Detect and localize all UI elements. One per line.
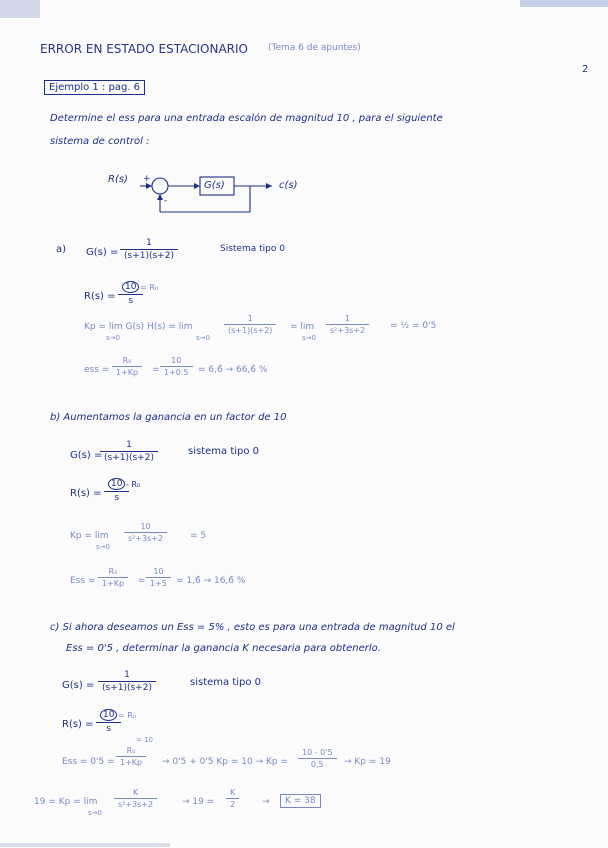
- diagram-input-label: R(s): [108, 174, 128, 185]
- part-b-ess-lhs: Ess =: [70, 576, 96, 586]
- part-c-ess-steps: → 0'5 + 0'5 Kp = 10 → Kp =: [162, 757, 288, 767]
- part-a-system-type: Sistema tipo 0: [220, 244, 285, 254]
- part-a-kp-numerator-2: 1: [345, 314, 351, 323]
- part-b-ess-denominator-2: 1+5: [146, 577, 171, 588]
- diagram-minus-sign: -: [164, 196, 168, 206]
- part-b-g-fraction: [100, 440, 158, 463]
- part-c-ess-superscript: = 10: [136, 736, 153, 744]
- part-a-ess-denominator-1: 1+Kp: [112, 366, 142, 377]
- part-c-system-type: sistema tipo 0: [190, 677, 262, 688]
- part-b-kp-denominator: s²+3s+2: [124, 532, 167, 543]
- part-a-r-note: = R₀: [140, 283, 159, 292]
- part-c-ess-numerator: R₀: [126, 746, 136, 755]
- part-c-final-fraction-1: [114, 788, 157, 809]
- diagram-block-label: G(s): [204, 180, 225, 191]
- part-c-kp-fraction: [298, 748, 337, 769]
- part-c-statement-line2: Ess = 0'5 , determinar la ganancia K necesaria para obtenerlo.: [66, 643, 381, 654]
- part-c-r-numerator: 10: [100, 709, 117, 721]
- part-b-g-lhs: G(s) =: [70, 450, 103, 461]
- part-a-kp-denominator-2: s²+3s+2: [326, 324, 369, 335]
- part-c-final-arrow: →: [262, 797, 270, 807]
- part-b-kp-numerator: 10: [140, 522, 151, 531]
- part-b-ess-fraction-2: [146, 567, 171, 588]
- part-b-ess-denominator-1: 1+Kp: [98, 577, 128, 588]
- part-b-ess-numerator-1: R₀: [108, 567, 118, 576]
- part-a-kp-subscript-3: s→0: [302, 334, 316, 342]
- part-a-kp-subscript-2: s→0: [196, 334, 210, 342]
- part-a-kp-lim-3: = lim: [290, 322, 315, 332]
- part-c-r-denominator: s: [96, 722, 121, 734]
- part-a-kp-numerator-1: 1: [247, 314, 253, 323]
- part-c-statement-line1: c) Si ahora deseamos un Ess = 5% , esto es para una entrada de magnitud 10 el: [50, 622, 455, 633]
- part-b-ess-equals: =: [138, 576, 146, 586]
- part-a-ess-fraction-2: [160, 356, 193, 377]
- part-c-final-fraction-2: [226, 788, 239, 809]
- block-arrowhead: [194, 183, 200, 189]
- part-c-g-lhs: G(s) =: [62, 680, 95, 691]
- part-b-r-lhs: R(s) =: [70, 488, 102, 499]
- part-c-g-numerator: 1: [124, 670, 130, 680]
- part-a-ess-numerator-1: R₀: [122, 356, 132, 365]
- part-a-kp-subscript-1: s→0: [106, 334, 120, 342]
- part-c-final-numerator-1: K: [132, 788, 139, 797]
- part-a-kp-fraction-2: [326, 314, 369, 335]
- part-a-kp-result: = ½ = 0'5: [390, 321, 437, 331]
- problem-statement-line1: Determine el ess para una entrada escalón de magnitud 10 , para el siguiente: [50, 113, 443, 124]
- example-label: Ejemplo 1 : pag. 6: [44, 80, 145, 95]
- part-a-g-lhs: G(s) =: [86, 247, 119, 258]
- part-c-kp-denominator: 0,5: [298, 758, 337, 769]
- part-a-ess-fraction-1: [112, 356, 142, 377]
- part-b-r-denominator: s: [104, 491, 129, 503]
- problem-statement-line2: sistema de control :: [50, 136, 150, 147]
- diagram-plus-sign: +: [143, 174, 151, 184]
- part-c-ess-fraction: [116, 746, 146, 767]
- part-b-g-numerator: 1: [126, 440, 132, 450]
- part-a-r-lhs: R(s) =: [84, 291, 116, 302]
- part-b-system-type: sistema tipo 0: [188, 446, 260, 457]
- part-a-r-numerator: 10: [122, 281, 139, 293]
- part-c-r-note: = R₀: [118, 711, 137, 720]
- output-arrowhead: [266, 183, 272, 189]
- part-c-final-numerator-2: K: [230, 788, 236, 797]
- diagram-output-label: c(s): [279, 180, 298, 191]
- part-c-kp-result: → Kp = 19: [344, 757, 391, 767]
- part-b-r-note: - R₀: [126, 480, 141, 489]
- part-b-kp-lhs: Kp = lim: [70, 531, 109, 541]
- part-c-g-denominator: (s+1)(s+2): [98, 681, 156, 693]
- part-c-final-lhs: 19 = Kp = lim: [34, 797, 98, 807]
- part-c-final-denominator-2: 2: [226, 798, 239, 809]
- part-c-kp-numerator: 10 - 0'5: [302, 748, 333, 757]
- part-a-ess-lhs: ess =: [84, 365, 110, 375]
- part-b-ess-fraction-1: [98, 567, 128, 588]
- part-c-final-subscript: s→0: [88, 809, 102, 817]
- part-c-final-answer: K = 38: [280, 794, 321, 808]
- part-a-kp-denominator-1: (s+1)(s+2): [224, 324, 276, 335]
- page-number-mark: 2: [582, 64, 589, 75]
- part-a-kp-fraction-1: [224, 314, 276, 335]
- part-a-kp-expression: Kp = lim G(s) H(s) = lim: [84, 322, 193, 332]
- part-b-kp-subscript: s→0: [96, 543, 110, 551]
- part-c-final-middle: → 19 =: [182, 797, 215, 807]
- part-a-ess-equals: =: [152, 365, 160, 375]
- summing-junction: [152, 178, 168, 194]
- part-a-ess-denominator-2: 1+0.5: [160, 366, 193, 377]
- part-a-label: a): [56, 244, 67, 255]
- part-a-g-fraction: [120, 238, 178, 261]
- part-a-r-denominator: s: [118, 294, 143, 306]
- page-title: ERROR EN ESTADO ESTACIONARIO: [40, 42, 249, 56]
- part-c-g-fraction: [98, 670, 156, 693]
- part-c-ess-denominator: 1+Kp: [116, 756, 146, 767]
- part-a-ess-numerator-2: 10: [171, 356, 182, 365]
- part-b-ess-numerator-2: 10: [153, 567, 164, 576]
- part-b-kp-result: = 5: [190, 531, 207, 541]
- part-a-g-numerator: 1: [146, 238, 152, 248]
- part-c-final-denominator-1: s²+3s+2: [114, 798, 157, 809]
- part-b-kp-fraction: [124, 522, 167, 543]
- part-b-heading: b) Aumentamos la ganancia en un factor de 10: [50, 412, 287, 423]
- part-b-g-denominator: (s+1)(s+2): [100, 451, 158, 463]
- part-b-ess-result: = 1,6̂ → 16,6̂ %: [176, 576, 246, 586]
- part-a-g-denominator: (s+1)(s+2): [120, 249, 178, 261]
- part-c-ess-lhs: Ess = 0'5 =: [62, 757, 115, 767]
- part-b-r-numerator: 10: [108, 478, 125, 490]
- part-a-ess-result: = 6,6̂ → 66,6̂ %: [198, 365, 268, 375]
- page-title-note: (Tema 6 de apuntes): [268, 43, 361, 53]
- feedback-arrowhead: [157, 194, 163, 200]
- part-c-r-lhs: R(s) =: [62, 719, 94, 730]
